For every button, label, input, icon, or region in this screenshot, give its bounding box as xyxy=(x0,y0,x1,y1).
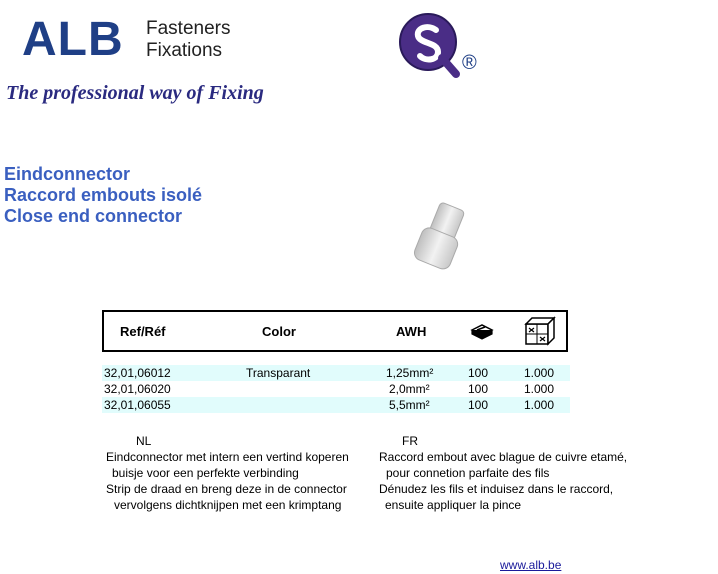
fr-line-3: Dénudez les fils et induisez dans le raccord, xyxy=(379,482,614,496)
carton-icon xyxy=(524,316,556,346)
cell-carton-qty: 1.000 xyxy=(524,366,555,380)
cell-ref: 32,01,06020 xyxy=(104,382,171,396)
header-awh: AWH xyxy=(396,324,427,339)
cell-awh: 2,0mm² xyxy=(389,382,430,396)
fr-line-4: ensuite appliquer la pince xyxy=(385,498,522,512)
registered-mark: ® xyxy=(462,52,477,74)
cell-carton-qty: 1.000 xyxy=(524,398,555,412)
table-row xyxy=(102,397,570,413)
nl-line-4: vervolgens dichtknijpen met een krimptang xyxy=(114,498,342,512)
fr-line-2: pour connetion parfaite des fils xyxy=(386,466,550,480)
box-icon xyxy=(470,322,494,340)
header-ref: Ref/Réf xyxy=(120,324,166,339)
alb-logo-text: ALB xyxy=(22,13,124,66)
brand-line-fasteners: Fasteners xyxy=(146,18,231,39)
cell-box-qty: 100 xyxy=(468,366,489,380)
cell-awh: 5,5mm² xyxy=(389,398,430,412)
close-end-connector-photo xyxy=(408,200,472,272)
table-header xyxy=(102,310,568,352)
header-color: Color xyxy=(262,324,296,339)
quality-q-logo-icon xyxy=(398,12,460,78)
cell-ref: 32,01,06055 xyxy=(104,398,171,412)
cell-ref: 32,01,06012 xyxy=(104,366,171,380)
nl-line-1: Eindconnector met intern een vertind koperen xyxy=(106,450,349,464)
nl-line-3: Strip de draad en breng deze in de connector xyxy=(106,482,347,496)
cell-box-qty: 100 xyxy=(468,382,489,396)
nl-label: NL xyxy=(136,434,152,448)
table-row xyxy=(102,381,570,397)
cell-carton-qty: 1.000 xyxy=(524,382,555,396)
website-link[interactable]: www.alb.be xyxy=(500,558,562,572)
cell-awh: 1,25mm² xyxy=(386,366,434,380)
cell-color: Transparant xyxy=(246,366,311,380)
nl-line-2: buisje voor een perfekte verbinding xyxy=(112,466,299,480)
fr-label: FR xyxy=(402,434,418,448)
cell-box-qty: 100 xyxy=(468,398,489,412)
fr-line-1: Raccord embout avec blague de cuivre etamé, xyxy=(379,450,628,464)
table-row xyxy=(102,365,570,381)
brand-line-fixations: Fixations xyxy=(146,40,223,61)
title-en: Close end connector xyxy=(4,206,183,226)
title-nl: Eindconnector xyxy=(4,164,131,184)
tagline: The professional way of Fixing xyxy=(6,82,264,104)
title-fr: Raccord embouts isolé xyxy=(4,185,203,205)
